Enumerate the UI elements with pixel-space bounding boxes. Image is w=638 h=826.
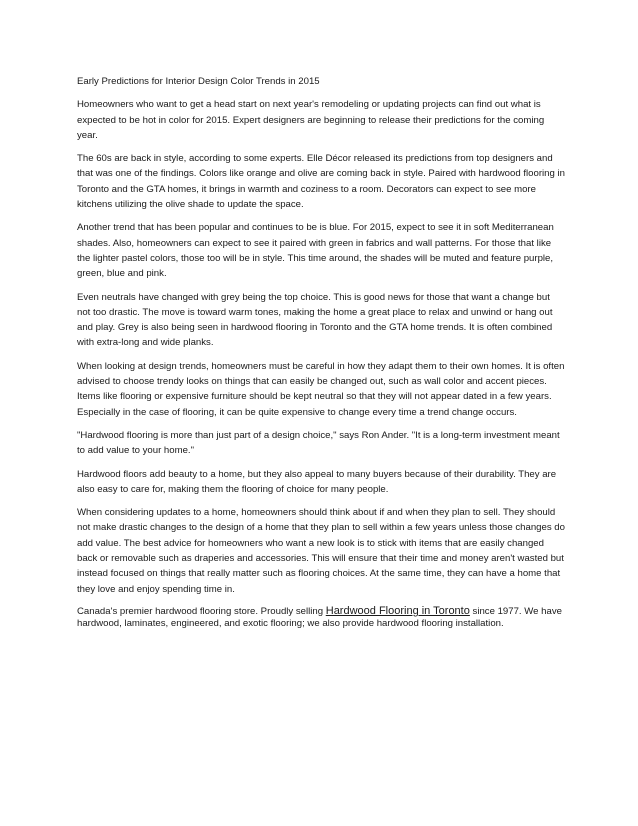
paragraph-design-advice: When looking at design trends, homeowners must be careful in how they adapt them to their own homes. It is often advised to choose trendy looks on things that can easily be changed out, such as wall color and accent pieces. Items like flooring or expensive furniture should be kept neutral so that they will not appear dated in a few years. Especially in the case of flooring, it can be quite expensive to change every time a trend change occurs.: [77, 360, 565, 418]
footer-text-after: since 1977. We have hardwood, laminates, engineered, and exotic flooring; we also provide hardwood flooring installation.: [77, 605, 562, 630]
paragraph-grey-trend: Even neutrals have changed with grey being the top choice. This is good news for those that want a change but not too drastic. The move is toward warm tones, making the home a great place to relax and unwind or hang out and play. Grey is also being seen in hardwood flooring in Toronto and the GTA home trends. It is often combined with extra-long and wide planks.: [77, 291, 553, 349]
footer-note: [77, 605, 565, 630]
document-title: Early Predictions for Interior Design Color Trends in 2015: [77, 76, 320, 87]
hardwood-flooring-link[interactable]: Hardwood Flooring in Toronto: [325, 604, 470, 617]
paragraph-selling-advice: When considering updates to a home, homeowners should think about if and when they plan to sell. They should not make drastic changes to the design of a home that they plan to sell within a few years unless those changes do add value. The best advice for homeowners who want a new look is to stick with items that are easily changed back or removable such as draperies and accessories. This will ensure that their time and money aren't wasted but instead focused on things that really matter such as flooring choices. At the same time, they can have a home that they love and enjoy spending time in.: [77, 507, 565, 595]
paragraph-blue-trend: Another trend that has been popular and continues to be is blue. For 2015, expect to see it in soft Mediterranean shades. Also, homeowners can expect to see it paired with green in fabrics and wall patterns. For those that like the lighter pastel colors, those too will be in style. This time around, the shades will be muted and feature purple, green, blue and pink.: [77, 222, 554, 280]
paragraph-60s-trend: The 60s are back in style, according to some experts. Elle Décor released its predictions from top designers and that was one of the findings. Colors like orange and olive are coming back in style. Paired with hardwood flooring in Toronto and the GTA homes, it brings in warmth and coziness to a room. Decorators can expect to see more kitchens utilizing the olive shade to update the space.: [77, 153, 565, 211]
paragraph-intro: Homeowners who want to get a head start on next year's remodeling or updating projects can find out what is expected to be hot in color for 2015. Expert designers are beginning to release their predictions for the coming year.: [77, 99, 545, 141]
footer-text-before: Canada's premier hardwood flooring store. Proudly selling: [77, 605, 326, 617]
paragraph-quote: "Hardwood flooring is more than just part of a design choice," says Ron Ander. "It is a long-term investment meant to add value to your home.": [77, 429, 560, 457]
document-body: [77, 74, 565, 630]
paragraph-durability: Hardwood floors add beauty to a home, but they also appeal to many buyers because of their durability. They are also easy to care for, making them the flooring of choice for many people.: [77, 468, 557, 495]
